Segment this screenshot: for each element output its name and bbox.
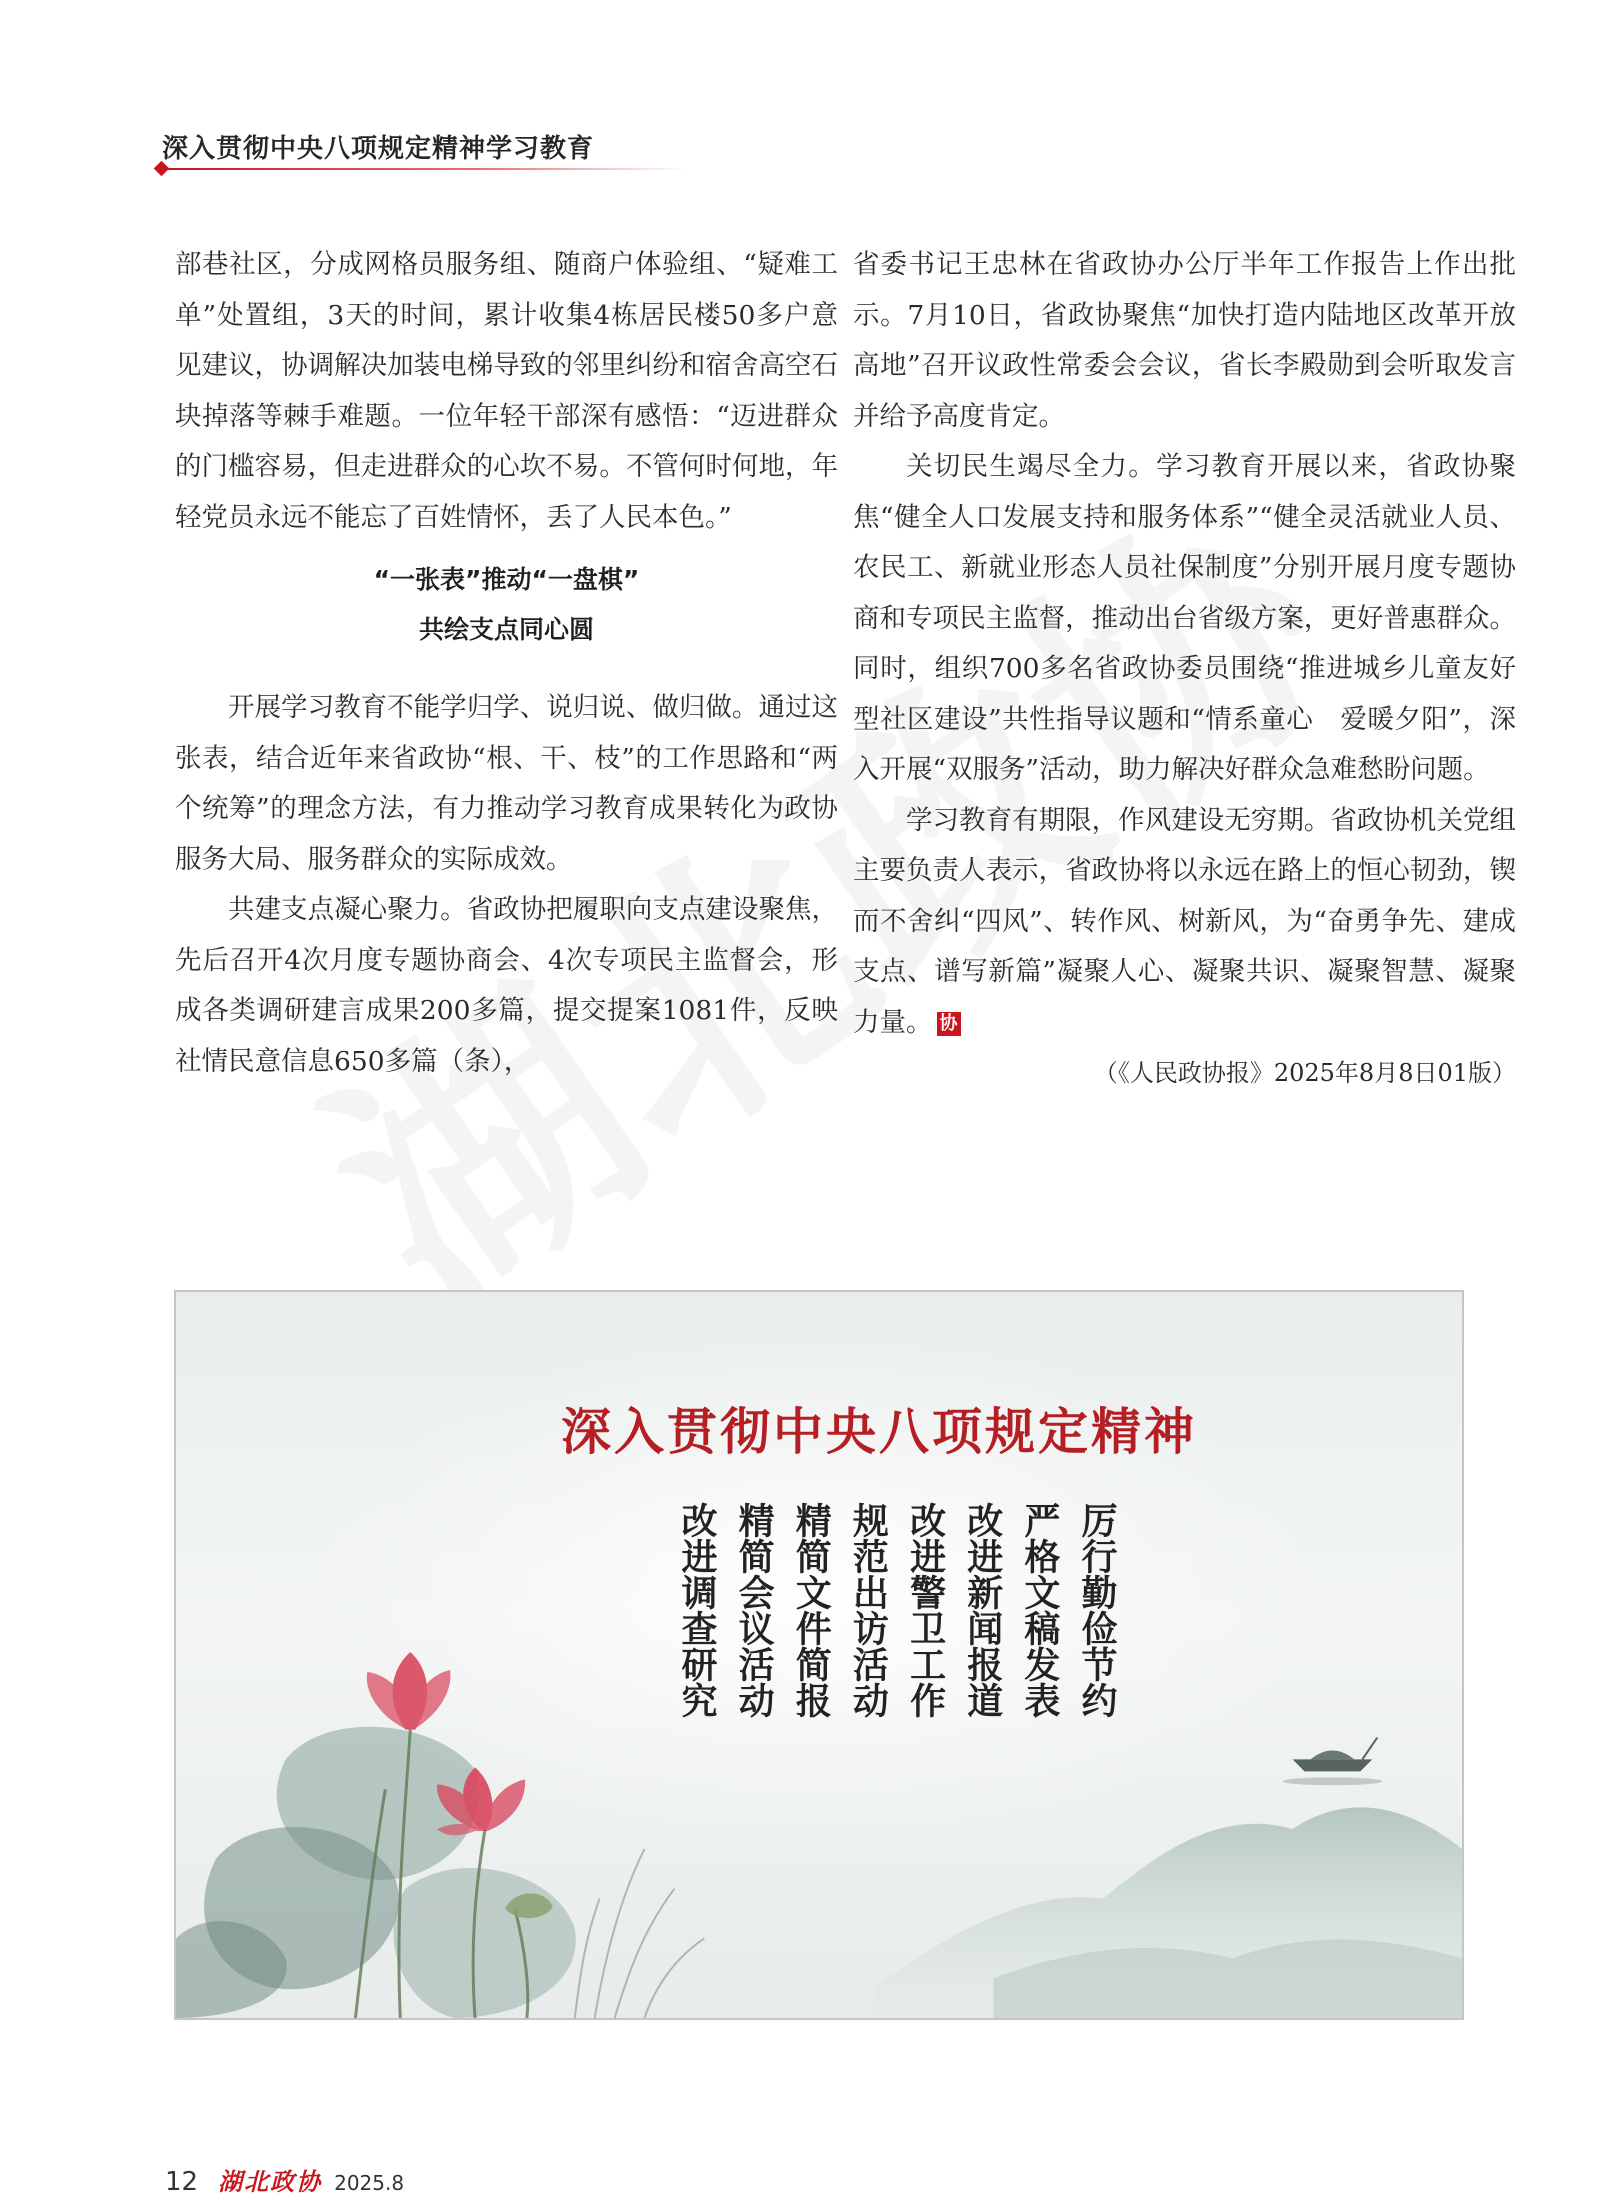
- issue-number: 2025.8: [334, 2171, 405, 2195]
- regulation-item: 改进警卫工作: [904, 1502, 946, 1718]
- regulation-item: 精简文件简报: [790, 1502, 832, 1718]
- regulation-item: 严格文稿发表: [1018, 1502, 1060, 1718]
- magazine-logo: 湖北政协: [218, 2167, 323, 2196]
- final-paragraph-text: 学习教育有期限，作风建设无穷期。省政协机关党组主要负责人表示，省政协将以永远在路上的恒心韧劲，锲而不舍纠“四风”、转作风、树新风，为“奋勇争先、建成支点、谱写新篇”凝聚人心、凝聚共识、凝聚智慧、凝聚力量。: [853, 804, 1516, 1038]
- regulation-item: 改进新闻报道: [961, 1502, 1003, 1718]
- regulation-poster: [174, 1290, 1464, 2020]
- article-paragraph-final: [853, 796, 1516, 1049]
- reeds: [575, 1849, 705, 2018]
- section-heading-line1: “一张表”推动“一盘棋”: [373, 565, 640, 594]
- regulation-item: 规范出访活动: [847, 1502, 889, 1718]
- page-number: 12: [165, 2167, 199, 2197]
- article-paragraph: 关切民生竭尽全力。学习教育开展以来，省政协聚焦“健全人口发展支持和服务体系”“健全灵活就业人员、农民工、新就业形态人员社保制度”分别开展月度专题协商和专项民主监督，推动出台省级方案，更好普惠群众。同时，组织700多名省政协委员围绕“推进城乡儿童友好型社区建设”共性指导议题和“情系童心 爱暖夕阳”，深入开展“双服务”活动，助力解决好群众急难愁盼问题。: [853, 451, 1516, 785]
- boat-icon: [1283, 1738, 1383, 1786]
- header-rule: [168, 168, 688, 170]
- poster-regulations: [676, 1502, 1116, 1762]
- page-footer: [165, 2162, 405, 2197]
- regulation-item: 厉行勤俭节约: [1075, 1502, 1117, 1718]
- article-paragraph: 省委书记王忠林在省政协办公厅半年工作报告上作出批示。7月10日，省政协聚焦“加快打造内陆地区改革开放高地”召开议政性常委会会议，省长李殿勋到会听取发言并给予高度肯定。: [853, 249, 1516, 432]
- poster-title: 深入贯彻中央八项规定精神: [561, 1403, 1197, 1461]
- section-heading-line2: 共绘支点同心圆: [418, 615, 594, 644]
- article-paragraph: 共建支点凝心聚力。省政协把履职向支点建设聚焦，先后召开4次月度专题协商会、4次专项民主监督会，形成各类调研建言成果200多篇，提交提案1081件，反映社情民意信息650多篇（条），: [175, 894, 838, 1077]
- article-paragraph: 部巷社区，分成网格员服务组、随商户体验组、“疑难工单”处置组，3天的时间，累计收集4栋居民楼50多户意见建议，协调解决加装电梯导致的邻里纠纷和宿舍高空石块掉落等棘手难题。一位年轻干部深有感悟：“迈进群众的门槛容易，但走进群众的心坎不易。不管何时何地，年轻党员永远不能忘了百姓情怀，丢了人民本色。”: [175, 249, 838, 533]
- regulation-item: 精简会议活动: [733, 1502, 775, 1718]
- article-source: （《人民政协报》2025年8月8日01版）: [1093, 1059, 1516, 1087]
- section-heading: [175, 555, 838, 655]
- article-paragraph: 开展学习教育不能学归学、说归说、做归做。通过这张表，结合近年来省政协“根、干、枝”的工作思路和“两个统筹”的理念方法，有力推动学习教育成果转化为政协服务大局、服务群众的实际成效。: [175, 692, 838, 875]
- article-left-column: [175, 240, 838, 1087]
- header-title: 深入贯彻中央八项规定精神学习教育: [162, 134, 595, 164]
- regulation-item: 改进调查研究: [676, 1502, 717, 1718]
- page-header: [152, 128, 712, 168]
- article-right-column: [853, 240, 1516, 1099]
- article-end-mark: 协: [937, 1012, 961, 1036]
